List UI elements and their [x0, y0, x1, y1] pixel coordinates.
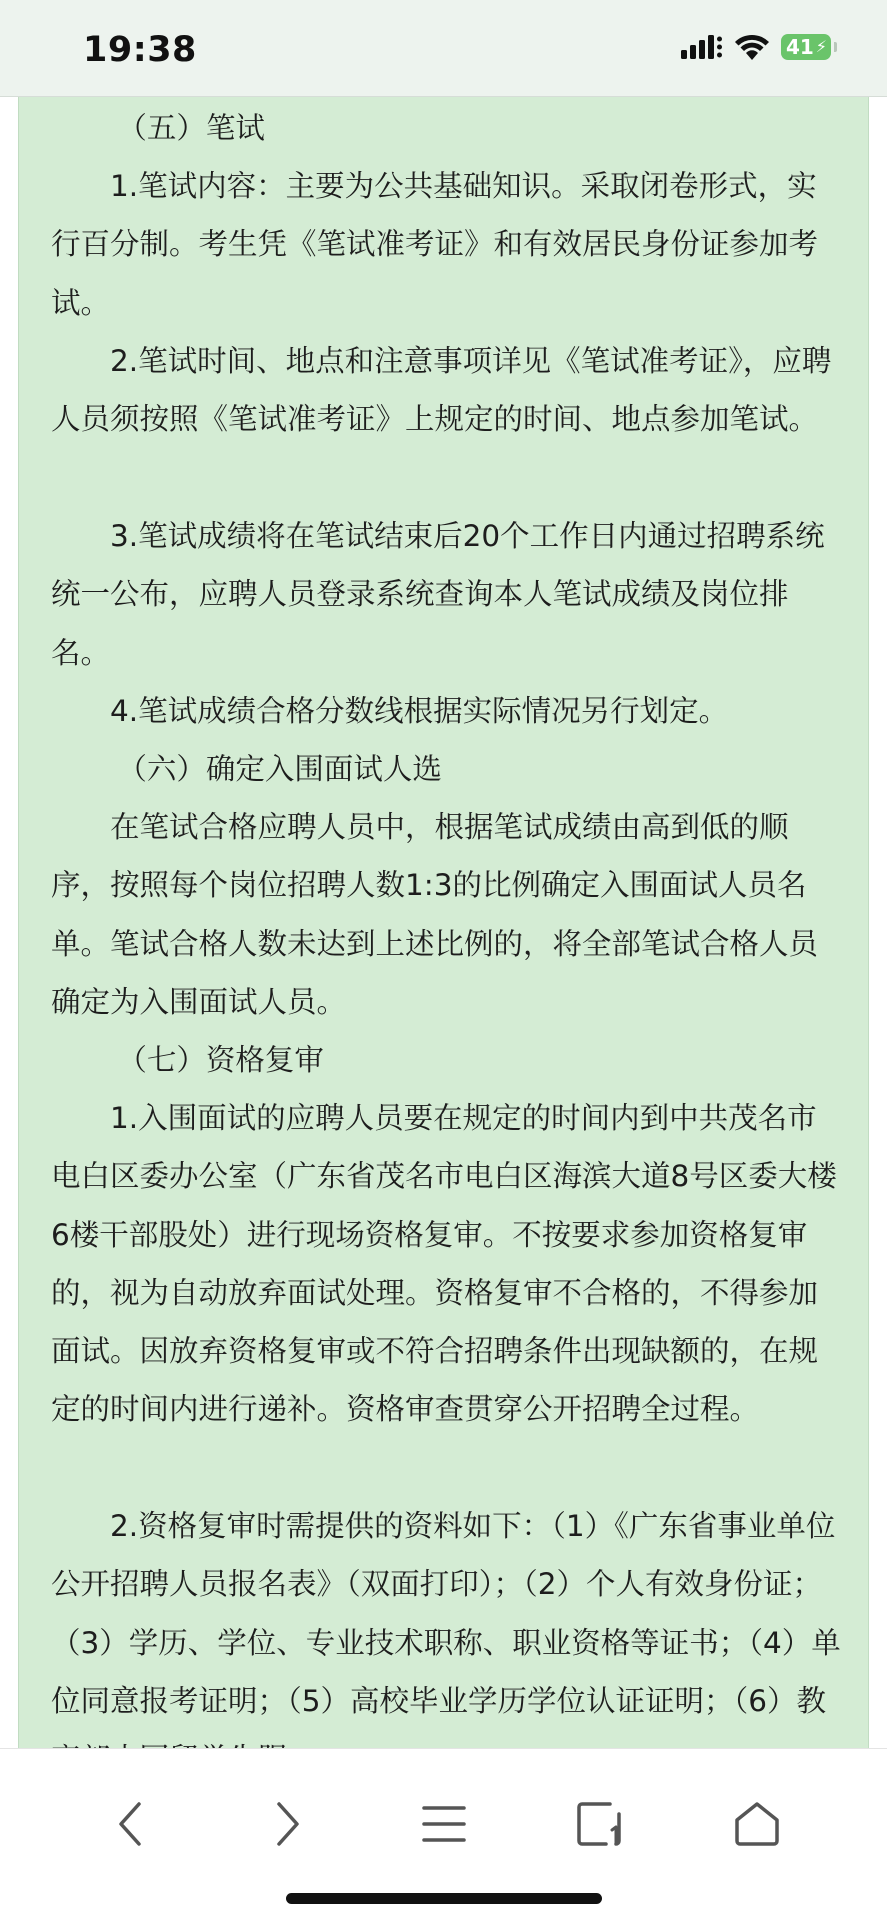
hamburger-menu-icon: [421, 1804, 467, 1844]
cellular-signal-icon: [681, 35, 723, 59]
battery-level: 41: [786, 35, 814, 59]
tabs-button[interactable]: [566, 1789, 636, 1859]
forward-button[interactable]: [252, 1789, 322, 1859]
home-icon: [732, 1800, 782, 1848]
status-bar: [0, 0, 887, 97]
article-content[interactable]: [18, 97, 869, 1748]
battery-charging-icon: [781, 34, 831, 60]
paragraph: 4.笔试成绩合格分数线根据实际情况另行划定。: [110, 694, 729, 728]
status-icons: [681, 34, 831, 60]
menu-button[interactable]: [409, 1789, 479, 1859]
paragraph: 1.笔试内容：主要为公共基础知识。采取闭卷形式，实行百分制。考生凭《笔试准考证》和有效居民身份证参加考试。: [51, 169, 819, 320]
wifi-icon: [735, 35, 769, 60]
paragraph: 在笔试合格应聘人员中，根据笔试成绩由高到低的顺序，按照每个岗位招聘人数1:3的比例确定入围面试人员名单。笔试合格人数未达到上述比例的，将全部笔试合格人员确定为入围面试人员。: [51, 810, 819, 1019]
tabs-icon: [576, 1800, 626, 1848]
paragraph: 1.入围面试的应聘人员要在规定的时间内到中共茂名市电白区委办公室（广东省茂名市电白区海滨大道8号区委大楼6楼干部股处）进行现场资格复审。不按要求参加资格复审的，视为自动放弃面试处理。资格复审不合格的，不得参加面试。因放弃资格复审或不符合招聘条件出现缺额的，在规定的时间内进行递补。资格审查贯穿公开招聘全过程。: [51, 1101, 837, 1427]
charging-bolt-icon: ⚡: [815, 37, 827, 56]
chevron-left-icon: [111, 1800, 151, 1848]
paragraph: 2.资格复审时需提供的资料如下：（1）《广东省事业单位公开招聘人员报名表》（双面打印）；（2）个人有效身份证；（3）学历、学位、专业技术职称、职业资格等证书；（4）单位同意报考证明；（5）高校毕业学历学位认证证明；（6）教: [51, 1509, 841, 1718]
back-button[interactable]: [96, 1789, 166, 1859]
paragraph: 2.笔试时间、地点和注意事项详见《笔试准考证》，应聘人员须按照《笔试准考证》上规定的时间、地点参加笔试。: [51, 344, 832, 437]
section-heading-written-exam: （五）笔试: [117, 111, 265, 145]
home-button[interactable]: [722, 1789, 792, 1859]
home-indicator[interactable]: [286, 1893, 602, 1904]
paragraph: 3.笔试成绩将在笔试结束后20个工作日内通过招聘系统统一公布，应聘人员登录系统查询本人笔试成绩及岗位排名。: [51, 519, 825, 670]
section-heading-qualification-review: （七）资格复审: [117, 1043, 324, 1077]
chevron-right-icon: [267, 1800, 307, 1848]
section-heading-interview-candidates: （六）确定入围面试人选: [117, 752, 442, 786]
status-time: 19:38: [83, 30, 197, 70]
